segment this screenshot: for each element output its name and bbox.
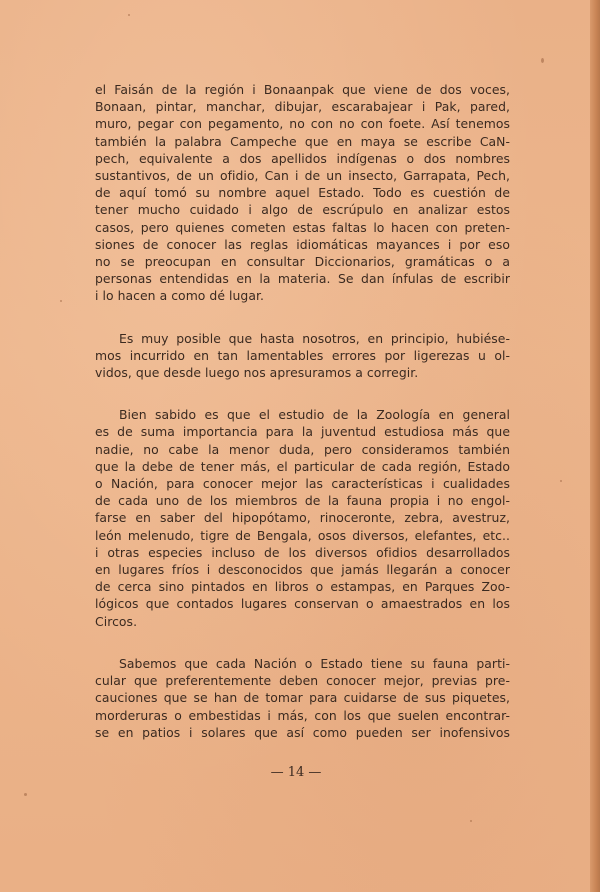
text-line: en lugares fríos i desconocidos que jamás llegarán a conocer [95, 562, 510, 578]
text-line: morderuras o embestidas i más, con los que suelen encontrar- [95, 707, 510, 723]
text-line: personas entendidas en la materia. Se dan ínfulas de escribir [95, 271, 510, 287]
text-line: Circos. [95, 613, 138, 629]
text-line: también la palabra Campeche que en maya se escribe CaN- [95, 133, 510, 149]
text-line: nadie, no cabe la menor duda, pero consideramos también [95, 441, 510, 457]
text-line: Bonaan, pintar, manchar, dibujar, escarabajear i Pak, pared, [95, 99, 510, 115]
text-line: tener mucho cuidado i algo de escrúpulo en analizar estos [95, 202, 510, 218]
text-line: se en patios i solares que así como pueden ser inofensivos [95, 724, 510, 740]
text-line: i otras especies incluso de los diversos ofidios desarrollados [95, 544, 510, 560]
text-line: cauciones que se han de tomar para cuidarse de sus piquetes, [95, 690, 510, 706]
text-line: de cerca sino pintados en libros o estampas, en Parques Zoo- [95, 579, 510, 595]
text-line: casos, pero quienes cometen estas faltas lo hacen con preten- [95, 219, 510, 235]
text-line: león melenudo, tigre de Bengala, osos diversos, elefantes, etc.. [95, 527, 510, 543]
text-line: lógicos que contados lugares conservan o amaestrados en los [95, 596, 510, 612]
text-line: sustantivos, de un ofidio, Can i de un insecto, Garrapata, Pech, [95, 168, 510, 184]
text-line: muro, pegar con pegamento, no con no con foete. Así tenemos [95, 116, 510, 132]
paper-speck [470, 820, 472, 822]
text-line: de cada uno de los miembros de la fauna propia i no engol- [95, 493, 510, 509]
text-line: mos incurrido en tan lamentables errores por ligerezas u ol- [95, 347, 510, 363]
paper-speck [541, 58, 544, 63]
paper-speck [24, 793, 27, 796]
paper-speck [128, 14, 130, 16]
text-line: cular que preferentemente deben conocer mejor, previas pre- [95, 673, 510, 689]
text-line: de aquí tomó su nombre aquel Estado. Todo es cuestión de [95, 185, 510, 201]
text-line: siones de conocer las reglas idiomáticas mayances i por eso [95, 236, 510, 252]
text-line: que la debe de tener más, el particular de cada región, Estado [95, 458, 510, 474]
text-line: no se preocupan en consultar Diccionarios, gramáticas o a [95, 254, 510, 270]
paragraph [95, 81, 510, 305]
paper-speck [60, 300, 62, 302]
text-line: Bien sabido es que el estudio de la Zoología en general [119, 407, 510, 423]
text-line: i lo hacen a como dé lugar. [95, 288, 264, 304]
paragraph [95, 406, 510, 630]
text-line: el Faisán de la región i Bonaanpak que viene de dos voces, [95, 82, 510, 97]
text-line: vidos, que desde luego nos apresuramos a corregir. [95, 365, 419, 381]
text-line: es de suma importancia para la juventud estudiosa más que [95, 424, 510, 440]
text-line: pech, equivalente a dos apellidos indígenas o dos nombres [95, 150, 510, 166]
paper-speck [560, 480, 562, 482]
page-edge-shadow [590, 0, 600, 892]
text-line: Sabemos que cada Nación o Estado tiene su fauna parti- [119, 655, 510, 671]
paragraph [95, 330, 510, 382]
text-line: farse en saber del hipopótamo, rinoceronte, zebra, avestruz, [95, 510, 510, 526]
paragraph [95, 655, 510, 741]
page-number: — 14 — [270, 765, 322, 780]
text-line: o Nación, para conocer mejor las características i cualidades [95, 476, 510, 492]
body-text [95, 81, 510, 766]
text-line: Es muy posible que hasta nosotros, en principio, hubiése- [119, 330, 510, 346]
